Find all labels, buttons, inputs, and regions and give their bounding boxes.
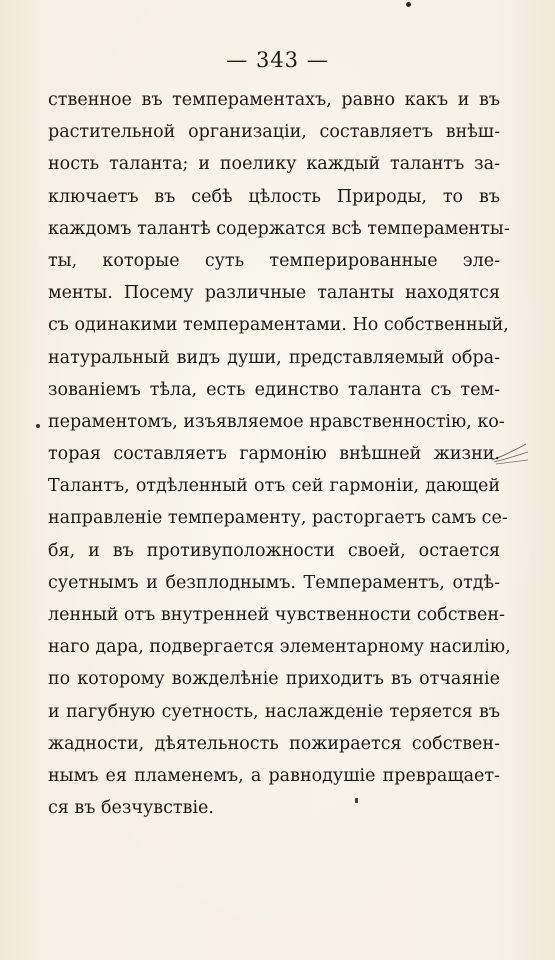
text-line: бя, и въ противуположности своей, остается — [48, 540, 500, 561]
text-line: каждомъ талантѣ содержатся всѣ темпераменты- — [48, 218, 510, 239]
text-line: по которому вожделѣніе приходитъ въ отчаяніе — [48, 669, 500, 690]
text-line: жадности, дѣятельность пожирается собствен- — [48, 733, 500, 754]
ink-speck — [406, 2, 411, 7]
text-line: суетнымъ и безплоднымъ. Темпераментъ, отдѣ- — [48, 572, 500, 593]
margin-dot — [36, 424, 40, 428]
text-line: нымъ ея пламенемъ, а равнодушіе превращает- — [48, 765, 500, 786]
text-line: зованіемъ тѣла, есть единство таланта съ тем- — [48, 379, 500, 400]
text-line: торая составляетъ гармонію внѣшней жизни. — [48, 444, 500, 465]
text-line: ленный отъ внутренней чувственности собствен- — [48, 605, 505, 625]
text-line: пераментомъ, изъявляемое нравственностію, ко- — [48, 411, 505, 432]
text-line: съ одинакими темпераментами. Но собственный, — [48, 315, 509, 336]
body-text — [48, 84, 511, 824]
text-line: ственное въ темпераментахъ, равно какъ и въ — [48, 90, 500, 110]
text-line: ты, которые суть темперированные эле- — [48, 250, 500, 271]
text-line: растительной организаціи, составляетъ внѣш- — [48, 122, 500, 143]
page-number-header: — 343 — — [226, 48, 329, 72]
text-line: и пагубную суетность, наслажденіе теряется въ — [48, 701, 500, 722]
text-line: ность таланта; и поелику каждый талантъ за- — [48, 154, 500, 175]
text-line: ся въ безчувствіе. — [48, 798, 214, 819]
text-line: менты. Посему различные таланты находятся — [48, 283, 500, 304]
text-line: Талантъ, отдѣленный отъ сей гармоніи, дающей — [48, 476, 500, 497]
text-line: натуральный видъ души, представляемый обра- — [48, 347, 500, 368]
text-line: наго дара, подвергается элементарному насилію, — [48, 637, 511, 658]
text-line: направленіе темпераменту, расторгаетъ самъ се- — [48, 508, 508, 529]
text-line: ключаетъ въ себѣ цѣлость Природы, то въ — [48, 186, 500, 207]
